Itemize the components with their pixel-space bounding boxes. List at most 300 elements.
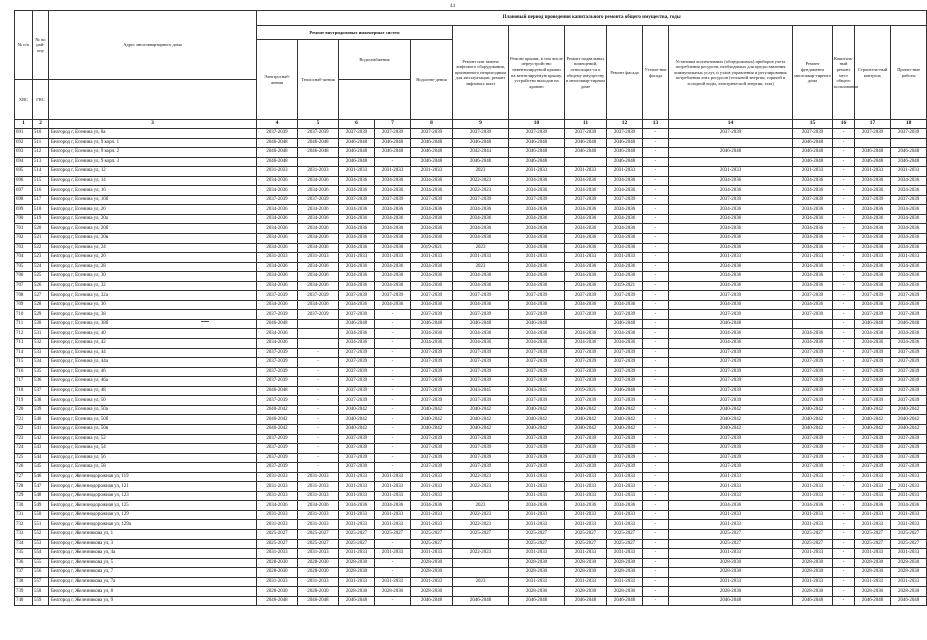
period-cell: 2037-2039 [855,377,891,387]
period-cell: 2046-2048 [565,138,607,148]
period-cell: - [643,176,669,186]
index-cell: 712 [15,329,33,339]
period-cell: 2034-2036 [257,501,298,511]
period-cell: 2037-2039 [565,358,607,368]
period-cell: 2034-2036 [339,205,375,215]
table-row [15,214,927,224]
period-cell: - [643,167,669,177]
index-cell: 556 [33,568,49,578]
period-cell: 2034-2036 [298,205,339,215]
period-cell: 2037-2039 [793,291,833,301]
index-cell: 710 [15,310,33,320]
period-cell: 2040-2042 [453,424,509,434]
period-cell: 2046-2048 [607,138,643,148]
period-cell: 2031-2033 [565,549,607,559]
period-cell: 2031-2033 [339,472,375,482]
period-cell: 2046-2048 [793,138,833,148]
period-cell: 2040-2042 [793,405,833,415]
index-cell: 713 [15,339,33,349]
period-cell: 2034-2036 [298,214,339,224]
period-cell: 2031-2033 [669,510,793,520]
period-cell: 2031-2033 [298,482,339,492]
period-cell: 2034-2036 [891,272,927,282]
period-cell: 2034-2036 [669,329,793,339]
header-basement: Ремонт подвальных помещений, относящих-ся к общему имуществу в многоквар-тирном доме [565,26,607,120]
period-cell: 2037-2039 [891,310,927,320]
table-row [15,272,927,282]
period-cell: - [643,253,669,263]
address-cell: Белгород г, Есенина ул, 42 [49,339,257,349]
index-cell: 514 [33,167,49,177]
index-cell: 723 [15,434,33,444]
period-cell: 2037-2039 [339,386,375,396]
period-cell: 2028-2030 [257,568,298,578]
period-cell: 2028-2030 [509,587,565,597]
period-cell: 2034-2036 [855,243,891,253]
period-cell: 2037-2039 [891,129,927,139]
period-cell: 2031-2033 [565,472,607,482]
period-cell: 2034-2036 [411,272,453,282]
period-cell: 2046-2048 [891,596,927,606]
period-cell: 2028-2030 [891,568,927,578]
period-cell: 2037-2039 [565,453,607,463]
period-cell: 2037-2039 [453,129,509,139]
period-cell: 2037-2039 [257,348,298,358]
period-cell: - [833,405,855,415]
period-cell: 2034-2036 [509,205,565,215]
period-cell: - [375,539,411,549]
period-cell: 2034-2036 [339,262,375,272]
period-cell: 2034-2036 [411,205,453,215]
period-cell: 2031-2033 [257,491,298,501]
period-cell: 2031-2033 [855,520,891,530]
index-cell: 542 [33,434,49,444]
period-cell: 2028-2030 [855,568,891,578]
period-cell: 2046-2048 [339,319,375,329]
period-cell: 2034-2036 [375,272,411,282]
period-cell: - [833,129,855,139]
index-cell: 527 [33,291,49,301]
index-cell: 694 [15,157,33,167]
period-cell: 2028-2030 [509,558,565,568]
period-cell: 2028-2030 [607,568,643,578]
table-row [15,339,927,349]
period-cell: 2040-2042 [669,405,793,415]
period-cell: 2022-2023 [453,482,509,492]
table-row [15,358,927,368]
period-cell: 2034-2036 [793,234,833,244]
period-cell: 2034-2036 [891,186,927,196]
index-cell: 533 [33,348,49,358]
address-cell: Белгород г, Есенина ул, 8а [49,129,257,139]
period-cell: 2046-2048 [298,148,339,158]
period-cell: 2031-2033 [509,510,565,520]
header-capital-repair: Капиталь-ный ремонт мест общего пользования [833,26,855,120]
table-row [15,596,927,606]
index-cell: 695 [15,167,33,177]
period-cell: 2040-2042 [793,424,833,434]
period-cell: 2031-2033 [509,520,565,530]
index-cell: 512 [33,148,49,158]
period-cell: 2031-2033 [891,472,927,482]
period-cell: 2023 [453,577,509,587]
period-cell: - [833,148,855,158]
period-cell: 2037-2039 [339,367,375,377]
period-cell: - [643,300,669,310]
period-cell: 2031-2033 [793,510,833,520]
table-row [15,186,927,196]
index-cell: 547 [33,482,49,492]
period-cell: 2040-2042 [855,415,891,425]
period-cell: 2034-2036 [565,234,607,244]
period-cell: 2046-2048 [793,596,833,606]
period-cell: 2037-2039 [257,195,298,205]
period-cell: 2037-2039 [453,453,509,463]
period-cell: 2031-2033 [411,577,453,587]
period-cell: 2034-2036 [669,262,793,272]
header-elevator: Ремонт или замена лифтового оборудования, признанного непригодным для эксплуатации, ремонт лифтовых шахт [453,26,509,120]
period-cell [298,157,339,167]
period-cell [453,491,509,501]
header-drainage: Водоотве-дения [411,40,453,120]
header-water-supply: Водоснабжения [339,40,411,80]
address-cell: Белгород г, Есенина ул, 48 [49,386,257,396]
period-cell: 2046-2048 [855,148,891,158]
period-cell: 2034-2036 [607,205,643,215]
period-cell: 2034-2036 [339,329,375,339]
index-cell: 549 [33,501,49,511]
period-cell: 2019-2021 [411,243,453,253]
period-cell: 2037-2039 [565,396,607,406]
period-cell: - [375,329,411,339]
period-cell: - [643,234,669,244]
period-cell: 2034-2036 [793,214,833,224]
table-row [15,167,927,177]
index-cell: 731 [15,510,33,520]
index-cell: 543 [33,444,49,454]
period-cell: 2034-2036 [509,224,565,234]
period-cell: 2037-2039 [793,358,833,368]
period-cell: 2031-2033 [298,491,339,501]
period-cell: - [643,577,669,587]
period-cell: 2028-2030 [607,558,643,568]
table-row [15,329,927,339]
header-design-works: Проект-ные работы [891,26,927,120]
period-cell: 2034-2036 [257,243,298,253]
period-cell: 2046-2048 [509,319,565,329]
period-cell: 2037-2039 [669,396,793,406]
period-cell: 2034-2036 [375,205,411,215]
period-cell: - [833,291,855,301]
period-cell: 2023 [453,501,509,511]
period-cell: 2025-2027 [793,529,833,539]
period-cell: 2034-2036 [607,224,643,234]
period-cell: 2037-2039 [509,453,565,463]
period-cell: 2034-2036 [375,501,411,511]
period-cell: 2028-2030 [298,587,339,597]
period-cell: 2034-2036 [793,262,833,272]
address-cell: Белгород г, Есенина ул, 30 [49,272,257,282]
index-cell: 529 [33,310,49,320]
period-cell: 2046-2048 [298,138,339,148]
address-cell: Белгород г, Железникова ул, 1 [49,529,257,539]
table-header [15,11,927,129]
period-cell: 2034-2036 [607,272,643,282]
period-cell: 2031-2033 [257,577,298,587]
period-cell: 2034-2036 [509,214,565,224]
period-cell: 2031-2033 [891,253,927,263]
period-cell: 2037-2039 [411,291,453,301]
period-cell: 2037-2039 [509,291,565,301]
period-cell: 2046-2048 [509,138,565,148]
period-cell: - [833,348,855,358]
address-cell: Белгород г, Железникова ул, 8 [49,587,257,597]
period-cell: - [643,529,669,539]
period-cell: 2034-2036 [565,281,607,291]
period-cell: 2046-2048 [565,596,607,606]
index-cell: 705 [15,262,33,272]
period-cell: 2034-2036 [298,234,339,244]
index-cell: 734 [15,539,33,549]
period-cell: - [643,214,669,224]
period-cell: 2028-2030 [607,587,643,597]
period-cell: 2040-2042 [411,415,453,425]
period-cell: 2037-2039 [669,348,793,358]
period-cell: 2031-2033 [298,472,339,482]
period-cell: 2034-2036 [339,214,375,224]
period-cell: 2037-2039 [453,358,509,368]
period-cell: 2046-2048 [257,596,298,606]
header-heating: Теплоснаб-жения [298,40,339,120]
period-cell [669,138,793,148]
period-cell: 2034-2036 [375,224,411,234]
period-cell: 2028-2030 [565,558,607,568]
address-cell: Белгород г, Железникова ул, 9 [49,596,257,606]
period-cell: - [298,434,339,444]
period-cell: 2040-2042 [855,424,891,434]
period-cell: 2031-2033 [793,167,833,177]
index-cell: 526 [33,281,49,291]
period-cell: 2025-2027 [855,529,891,539]
period-cell: - [833,396,855,406]
period-cell: 2034-2036 [607,501,643,511]
period-cell: - [833,444,855,454]
index-cell: 517 [33,195,49,205]
period-cell: 2022-2023 [453,186,509,196]
table-row [15,262,927,272]
period-cell: - [375,568,411,578]
period-cell: - [833,415,855,425]
period-cell: - [643,243,669,253]
period-cell: 2034-2036 [257,176,298,186]
period-cell: - [375,424,411,434]
period-cell: - [375,596,411,606]
period-cell: 2037-2039 [607,396,643,406]
period-cell: 2031-2033 [257,253,298,263]
period-cell [565,157,607,167]
period-cell: 2037-2039 [891,195,927,205]
period-cell: 2034-2036 [298,186,339,196]
column-number: 14 [669,120,793,129]
period-cell: 2040-2042 [257,415,298,425]
index-cell: 535 [33,367,49,377]
period-cell: - [298,377,339,387]
period-cell [565,319,607,329]
period-cell: 2034-2036 [793,205,833,215]
period-cell: 2022-2023 [453,176,509,186]
column-number-row [15,120,927,129]
period-cell: 2034-2036 [257,281,298,291]
period-cell: 2037-2039 [339,358,375,368]
period-cell: 2025-2027 [793,539,833,549]
period-cell: 2034-2036 [669,339,793,349]
header-roof: Ремонт крыши, в том числе переустройство невентилируемой крыши на вентилируемую крышу, устройство выходов на кровлю [509,26,565,120]
index-cell: 700 [15,214,33,224]
index-cell: 711 [15,319,33,329]
period-cell: 2034-2036 [257,234,298,244]
period-cell: - [833,501,855,511]
period-cell: 2034-2036 [375,281,411,291]
period-cell: 2034-2036 [793,272,833,282]
index-cell: 541 [33,424,49,434]
period-cell: - [643,453,669,463]
table-row [15,157,927,167]
period-cell: 2034-2036 [453,329,509,339]
table-row [15,386,927,396]
period-cell: 2034-2036 [855,214,891,224]
period-cell: 2028-2030 [855,587,891,597]
period-cell: 2037-2039 [339,453,375,463]
period-cell: 2037-2039 [607,195,643,205]
period-cell: - [833,186,855,196]
period-cell: 2034-2036 [339,300,375,310]
table-row [15,367,927,377]
period-cell: - [833,539,855,549]
period-cell: 2034-2036 [339,224,375,234]
period-cell: - [643,138,669,148]
period-cell: - [833,549,855,559]
period-cell: 2037-2039 [339,444,375,454]
period-cell: - [298,367,339,377]
period-cell: - [643,358,669,368]
period-cell: 2034-2036 [453,300,509,310]
header-electricity: Электроснаб-жения [257,40,298,120]
period-cell: - [833,434,855,444]
period-cell: - [833,195,855,205]
period-cell: 2040-2042 [453,405,509,415]
table-row [15,291,927,301]
period-cell: 2046-2048 [509,596,565,606]
header-hot-water: ГВС [33,80,49,120]
period-cell: - [643,386,669,396]
index-cell: 511 [33,138,49,148]
period-cell: 2031-2033 [375,491,411,501]
period-cell: 2037-2039 [855,291,891,301]
period-cell: 2031-2033 [669,549,793,559]
period-cell: 2034-2036 [891,234,927,244]
period-cell: 2037-2039 [793,463,833,473]
address-cell: Белгород г, Есенина ул, 44а [49,358,257,368]
period-cell: 2031-2033 [257,510,298,520]
table-row [15,444,927,454]
table-row [15,195,927,205]
period-cell: 2031-2033 [565,491,607,501]
period-cell: 2034-2036 [855,262,891,272]
period-cell: 2034-2036 [509,272,565,282]
period-cell: - [643,377,669,387]
period-cell [891,138,927,148]
period-cell [453,558,509,568]
period-cell: 2034-2036 [257,272,298,282]
table-row [15,482,927,492]
period-cell: 2037-2039 [257,377,298,387]
address-cell: Белгород г, Есенина ул, 56 [49,453,257,463]
header-facade: Ремонт фасада [607,26,643,120]
period-cell: 2031-2033 [669,491,793,501]
period-cell: - [375,558,411,568]
period-cell: 2034-2036 [509,176,565,186]
index-cell: 697 [15,186,33,196]
period-cell: - [833,520,855,530]
period-cell: 2040-2042 [793,415,833,425]
period-cell [298,339,339,349]
index-cell: 716 [15,367,33,377]
period-cell: - [375,434,411,444]
period-cell: 2031-2033 [298,549,339,559]
period-cell: 2031-2033 [669,482,793,492]
period-cell: 2037-2039 [453,310,509,320]
period-cell: 2034-2036 [257,339,298,349]
period-cell: 2046-2048 [891,319,927,329]
period-cell: 2040-2042 [565,405,607,415]
period-cell: 2037-2039 [607,291,643,301]
index-cell: 516 [33,186,49,196]
period-cell: 2034-2036 [891,243,927,253]
index-cell: 726 [15,463,33,473]
period-cell: 2037-2039 [793,386,833,396]
period-cell: 2031-2033 [565,167,607,177]
period-cell: 2037-2039 [891,377,927,387]
period-cell: 2037-2039 [257,396,298,406]
period-cell: 2031-2033 [607,549,643,559]
period-cell: 2031-2033 [509,472,565,482]
period-cell: 2034-2036 [565,176,607,186]
period-cell: 2040-2042 [509,415,565,425]
header-engineering-systems: Ремонт внутридомовых инженерных систем [257,26,453,40]
table-row [15,138,927,148]
period-cell: 2037-2039 [855,434,891,444]
index-cell: 715 [15,358,33,368]
period-cell: - [833,568,855,578]
period-cell: - [375,415,411,425]
index-cell: 521 [33,234,49,244]
period-cell: 2025-2027 [411,529,453,539]
period-cell: 2037-2039 [298,291,339,301]
period-cell: 2037-2039 [411,453,453,463]
period-cell: - [643,281,669,291]
period-cell: 2031-2033 [669,253,793,263]
period-cell: 2031-2033 [298,253,339,263]
period-cell: 2040-2042 [257,405,298,415]
index-cell: 528 [33,300,49,310]
period-cell: 2031-2033 [257,482,298,492]
period-cell: 2034-2036 [669,214,793,224]
period-cell: - [643,510,669,520]
period-cell: 2037-2039 [257,367,298,377]
address-cell: Белгород г, Железнодорожная ул, 125 [49,501,257,511]
period-cell: 2031-2033 [298,510,339,520]
period-cell: - [375,367,411,377]
